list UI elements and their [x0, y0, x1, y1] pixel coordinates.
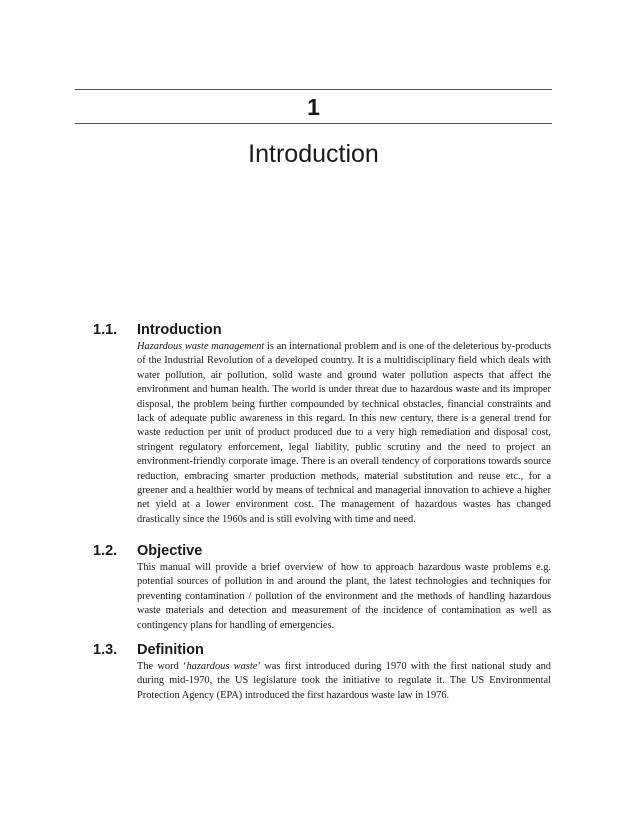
emphasis-term: hazardous waste [186, 661, 258, 672]
section-paragraph [137, 340, 551, 527]
section-title: Objective [137, 543, 203, 559]
bottom-rule [75, 123, 552, 124]
section-introduction [93, 320, 553, 527]
top-rule [75, 89, 552, 90]
chapter-number: 1 [307, 94, 320, 120]
paragraph-text-start: The word ‘ [137, 661, 187, 672]
chapter-title: Introduction [248, 140, 379, 168]
section-title: Introduction [137, 322, 222, 338]
emphasis-term: Hazardous waste management [137, 341, 265, 352]
section-number: 1.3. [93, 642, 118, 658]
paragraph-text: is an international problem and is one of the deleterious by-products of the Industrial Revolution of a developed country. It is a multidisciplinary field which deals with water pollution, air pollution, solid waste and ground water pollution aspects that affect the environment and human health. The world is under threat due to hazardous waste and its improper disposal, the problem being further compounded by technical obstacles, financial constraints and lack of adequate public awareness in this regard. In this new century, there is a general trend for waste reduction per unit of product produced due to a very high remediation and disposal cost, stringent regulatory enforcement, legal liability, public scrutiny and the need to project an environment-friendly corporate image. There is an overall tendency of corporations towards source reduction, embracing smarter production methods, material substitution and reuse etc., for a greener and a healthier world by means of technical and managerial innovation to achieve a higher net yield at a lower environment cost. The management of hazardous wastes has changed drastically since the 1960s and is still evolving with time and need. [137, 341, 551, 525]
section-title: Definition [137, 642, 204, 658]
section-number: 1.2. [93, 543, 118, 559]
section-heading [93, 541, 553, 561]
section-definition [93, 640, 553, 703]
section-number: 1.1. [93, 322, 118, 338]
paragraph-text-end: ’ was first introduced during 1970 with the first national study and during mid-1970, the US legislature took the initiative to regulate it. The US Environmental Protection Agency (EPA) introduced the first hazardous waste law in 1976. [137, 661, 551, 701]
section-heading [93, 320, 553, 340]
section-heading [93, 640, 553, 660]
section-objective [93, 541, 553, 633]
section-paragraph: This manual will provide a brief overview of how to approach hazardous waste problems e.g. potential sources of pollution in and around the plant, the latest technologies and techniques for preventing contamination / pollution of the environment and the methods of handling hazardous waste materials and detection and measurement of the incidence of contamination as well as contingency plans for handling of emergencies. [137, 562, 551, 631]
section-paragraph [137, 660, 551, 703]
